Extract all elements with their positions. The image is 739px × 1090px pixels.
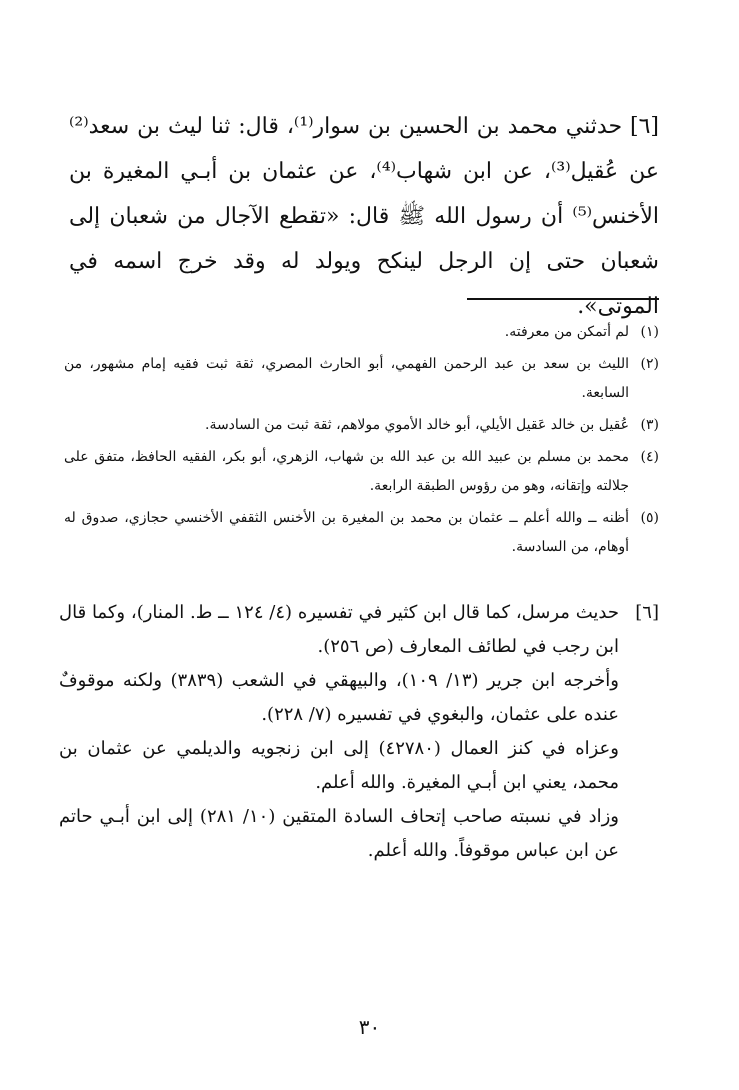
- footnote-number: (١): [640, 324, 659, 340]
- hadith-text: [69, 104, 659, 329]
- footnote-1: [64, 318, 659, 347]
- footnote-number: (٣): [640, 417, 659, 433]
- footnote-text: عُقيل بن خالد عَقيل الأيلي، أبو خالد الأموي مولاهم، ثقة ثبت من السادسة.: [205, 417, 629, 433]
- footnote-5: [64, 504, 659, 562]
- commentary-paragraph: وزاد في نسبته صاحب إتحاف السادة المتقين (١٠/ ٢٨١) إلى ابن أبـي حاتم عن ابن عباس موقوفاً. والله أعلم.: [59, 806, 620, 861]
- footnote-divider: [467, 298, 659, 300]
- commentary-section: [59, 596, 659, 868]
- hadith-paragraph: [٦] حدثني محمد بن الحسين بن سوار⁽¹⁾، قال: ثنا ليث بن سعد⁽²⁾ عن عُقيل⁽³⁾، عن ابن شهاب⁽⁴⁾، عن عثمان بن أبـي المغيرة بن الأخنس⁽⁵⁾ أن رسول الله ﷺ قال: «تقطع الآجال من شعبان إلى شعبان حتى إن الرجل لينكح ويولد له وقد خرج اسمه في الموتى».: [69, 114, 660, 319]
- footnote-4: [64, 443, 659, 501]
- commentary-paragraph: وعزاه في كنز العمال (٤٢٧٨٠) إلى ابن زنجويه والديلمي عن عثمان بن محمد، يعني ابن أبـي المغيرة. والله أعلم.: [59, 738, 619, 793]
- footnotes: [64, 318, 659, 565]
- footnote-text: محمد بن مسلم بن عبيد الله بن عبد الله بن شهاب، الزهري، أبو بكر، الفقيه الحافظ، متفق على جلالته وإتقانه، وهو من رؤوس الطبقة الرابعة.: [64, 449, 629, 494]
- footnote-number: (٤): [640, 449, 659, 465]
- footnote-text: أظنه ــ والله أعلم ــ عثمان بن محمد بن المغيرة بن الأخنس الثقفي الأخنسي حجازي، صدوق له أوهام، من السادسة.: [64, 510, 629, 555]
- commentary-number: [٦]: [635, 602, 659, 623]
- footnote-2: [64, 350, 659, 408]
- footnote-number: (٢): [640, 356, 659, 372]
- footnote-number: (٥): [640, 510, 659, 526]
- footnote-text: الليث بن سعد بن عبد الرحمن الفهمي، أبو الحارث المصري، ثقة ثبت فقيه إمام مشهور، من السابعة.: [64, 356, 629, 401]
- footnote-text: لم أتمكن من معرفته.: [504, 324, 629, 340]
- footnote-3: [64, 411, 659, 440]
- commentary-body: [59, 596, 619, 868]
- commentary-paragraph: حديث مرسل، كما قال ابن كثير في تفسيره (٤/ ١٢٤ ــ ط. المنار)، وكما قال ابن رجب في لطائف المعارف (ص ٢٥٦).: [59, 602, 619, 657]
- commentary-paragraph: وأخرجه ابن جرير (١٣/ ١٠٩)، والبيهقي في الشعب (٣٨٣٩) ولكنه موقوفٌ عنده على عثمان، والبغوي في تفسيره (٧/ ٢٢٨).: [59, 670, 620, 725]
- commentary-entry: [59, 596, 659, 868]
- page-number: ٣٠: [358, 1015, 381, 1039]
